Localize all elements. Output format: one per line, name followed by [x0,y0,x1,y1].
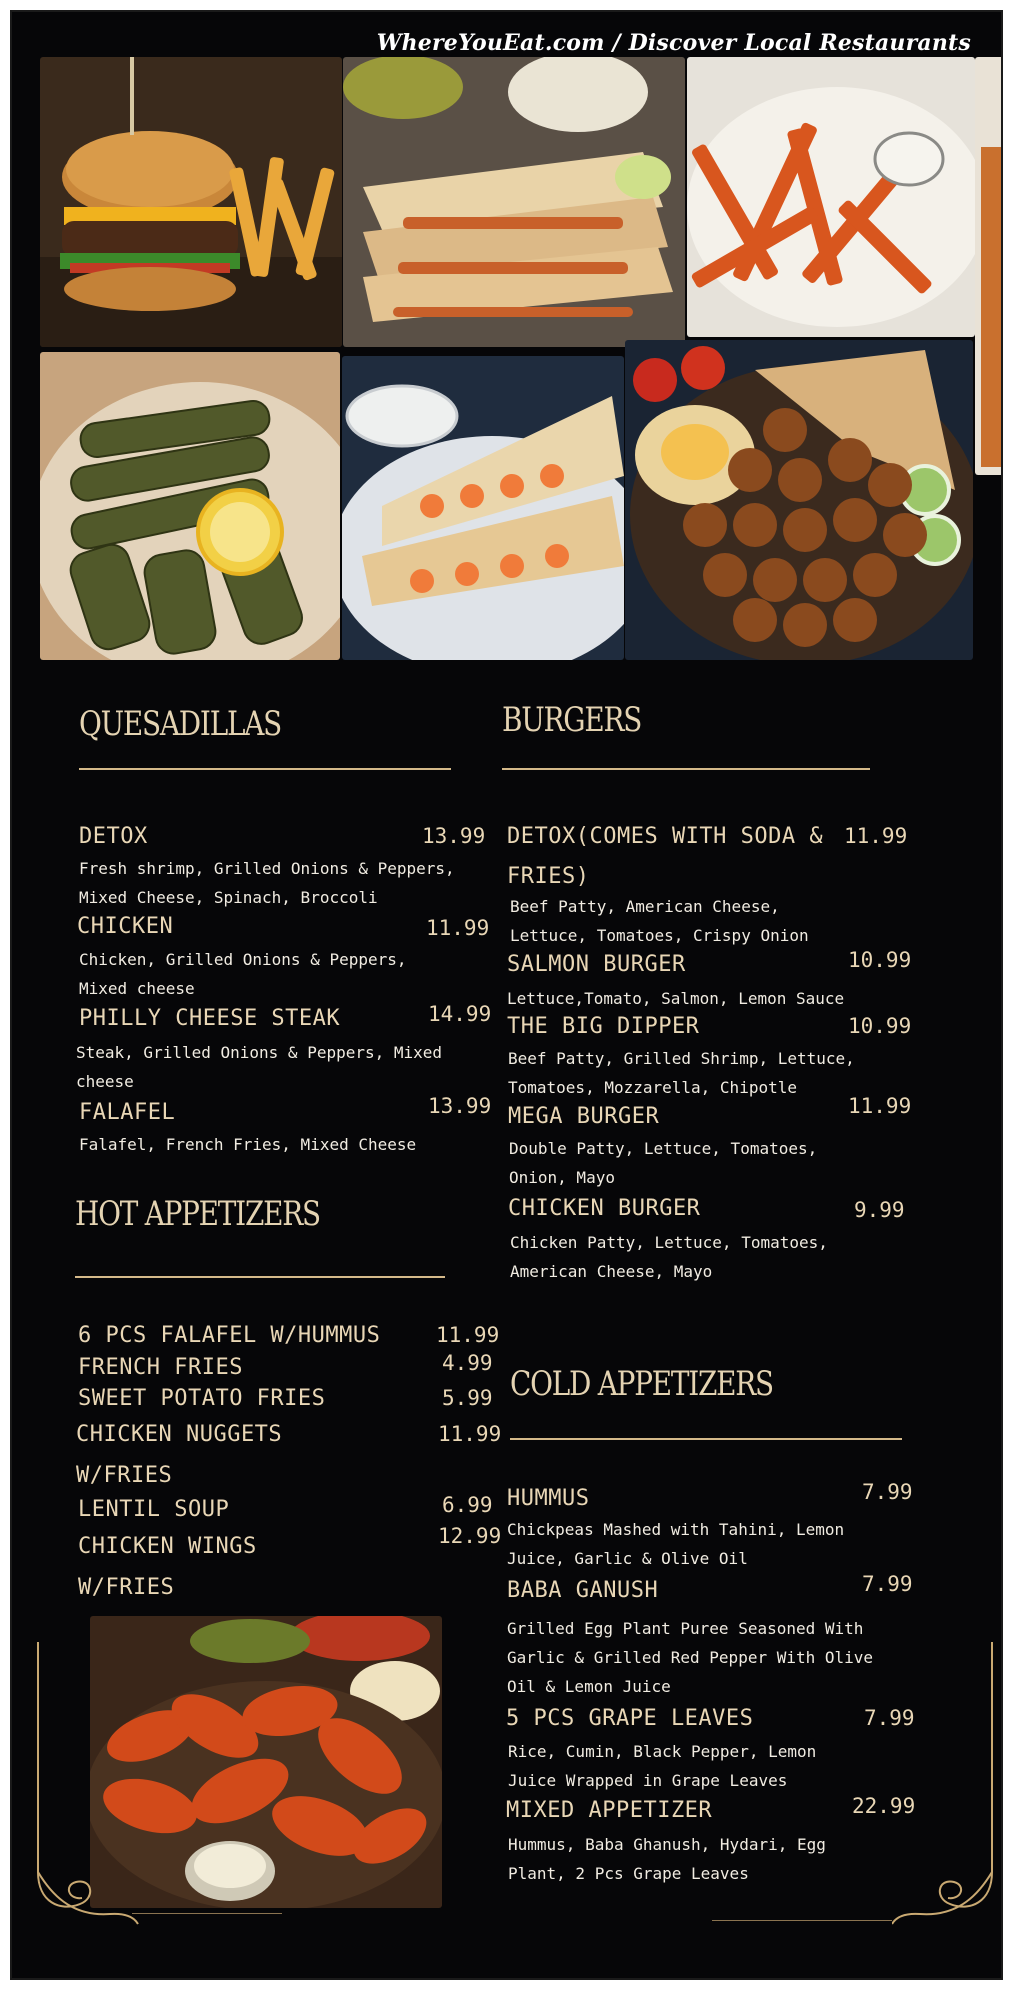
menu-item-desc: Chicken Patty, Lettuce, Tomatoes, [510,1233,828,1252]
menu-item-desc: Falafel, French Fries, Mixed Cheese [79,1135,417,1154]
bottom-divider [132,1913,282,1914]
shrimp-quesadilla-photo [342,356,624,660]
menu-item-name: CHICKEN NUGGETS [76,1422,283,1447]
ornament-icon [30,1642,140,1932]
menu-item-desc: cheese [76,1072,134,1091]
menu-item-name: FRIES) [507,864,590,889]
side-photo-strip [975,57,1003,475]
hot-appetizers-title: HOT APPETIZERS [75,1194,320,1234]
menu-item-name: PHILLY CHEESE STEAK [79,1006,341,1031]
menu-item-price: 11.99 [438,1422,502,1446]
menu-item-name: CHICKEN BURGER [508,1196,701,1221]
menu-item-price: 13.99 [428,1094,492,1118]
menu-item-price: 9.99 [854,1198,905,1222]
menu-item-name: MIXED APPETIZER [506,1798,713,1823]
menu-item-price: 12.99 [438,1524,502,1548]
menu-item-desc: American Cheese, Mayo [510,1262,713,1281]
burgers-rule [502,768,870,770]
menu-item-name: FRENCH FRIES [78,1355,243,1380]
menu-item-price: 6.99 [442,1493,493,1517]
grape-leaves-photo [40,352,340,660]
menu-item-name: BABA GANUSH [507,1578,659,1603]
menu-item-name: 5 PCS GRAPE LEAVES [506,1706,754,1731]
menu-page [10,10,1003,1980]
menu-item-desc: Steak, Grilled Onions & Peppers, Mixed [76,1043,443,1062]
chicken-quesadilla-photo [343,57,685,347]
menu-item-desc: Plant, 2 Pcs Grape Leaves [508,1864,749,1883]
menu-item-name: 6 PCS FALAFEL W/HUMMUS [78,1323,381,1348]
menu-item-price: 4.99 [442,1351,493,1375]
menu-item-name: LENTIL SOUP [78,1497,230,1522]
menu-item-desc: Hummus, Baba Ghanush, Hydari, Egg [508,1835,826,1854]
menu-item-desc: Beef Patty, American Cheese, [510,897,780,916]
menu-item-price: 13.99 [422,824,486,848]
menu-item-desc: Juice, Garlic & Olive Oil [507,1549,748,1568]
burgers-title: BURGERS [502,700,642,740]
quesadillas-rule [79,768,451,770]
menu-item-desc: Juice Wrapped in Grape Leaves [508,1771,788,1790]
menu-item-price: 11.99 [848,1094,912,1118]
menu-item-price: 10.99 [848,948,912,972]
menu-item-desc: Chicken, Grilled Onions & Peppers, [79,950,407,969]
menu-item-desc: Lettuce, Tomatoes, Crispy Onion [510,926,809,945]
ornament-icon [892,1642,1002,1932]
menu-item-name: THE BIG DIPPER [507,1014,700,1039]
menu-item-name: FALAFEL [79,1100,176,1125]
menu-item-price: 7.99 [862,1480,913,1504]
menu-item-name: MEGA BURGER [508,1104,660,1129]
menu-item-name: DETOX(COMES WITH SODA & [507,824,824,849]
menu-item-name: W/FRIES [76,1463,173,1488]
menu-item-price: 7.99 [864,1706,915,1730]
menu-item-name: CHICKEN [77,914,174,939]
menu-item-price: 11.99 [426,916,490,940]
menu-item-price: 22.99 [852,1794,916,1818]
menu-item-desc: Lettuce,Tomato, Salmon, Lemon Sauce [507,989,845,1008]
menu-item-name: DETOX [79,824,148,849]
menu-item-desc: Oil & Lemon Juice [507,1677,671,1696]
menu-item-price: 5.99 [442,1386,493,1410]
chicken-wings-photo [90,1616,442,1908]
menu-item-price: 14.99 [428,1002,492,1026]
falafel-hummus-photo [625,340,973,660]
sweet-potato-fries-photo [687,57,975,337]
menu-item-desc: Onion, Mayo [509,1168,615,1187]
cold-appetizers-rule [510,1438,902,1440]
menu-item-desc: Garlic & Grilled Red Pepper With Olive [507,1648,874,1667]
menu-item-desc: Tomatoes, Mozzarella, Chipotle [508,1078,797,1097]
site-banner: WhereYouEat.com / Discover Local Restaurants [376,30,971,56]
menu-item-price: 10.99 [848,1014,912,1038]
menu-item-desc: Rice, Cumin, Black Pepper, Lemon [508,1742,817,1761]
menu-item-price: 11.99 [844,824,908,848]
menu-item-desc: Mixed cheese [79,979,195,998]
quesadillas-title: QUESADILLAS [79,704,282,744]
menu-item-name: SALMON BURGER [507,952,686,977]
menu-item-name: SWEET POTATO FRIES [78,1386,326,1411]
menu-item-name: HUMMUS [507,1486,590,1511]
cold-appetizers-title: COLD APPETIZERS [510,1364,773,1404]
menu-item-name: W/FRIES [78,1575,175,1600]
menu-item-price: 7.99 [862,1572,913,1596]
hot-appetizers-rule [75,1276,445,1278]
bottom-divider [712,1920,892,1921]
menu-item-desc: Mixed Cheese, Spinach, Broccoli [79,888,378,907]
menu-item-desc: Chickpeas Mashed with Tahini, Lemon [507,1520,845,1539]
menu-item-name: CHICKEN WINGS [78,1534,257,1559]
menu-item-desc: Fresh shrimp, Grilled Onions & Peppers, [79,859,455,878]
burger-photo [40,57,342,347]
menu-item-desc: Beef Patty, Grilled Shrimp, Lettuce, [508,1049,855,1068]
menu-item-desc: Double Patty, Lettuce, Tomatoes, [509,1139,818,1158]
menu-item-desc: Grilled Egg Plant Puree Seasoned With [507,1619,864,1638]
menu-item-price: 11.99 [436,1323,500,1347]
